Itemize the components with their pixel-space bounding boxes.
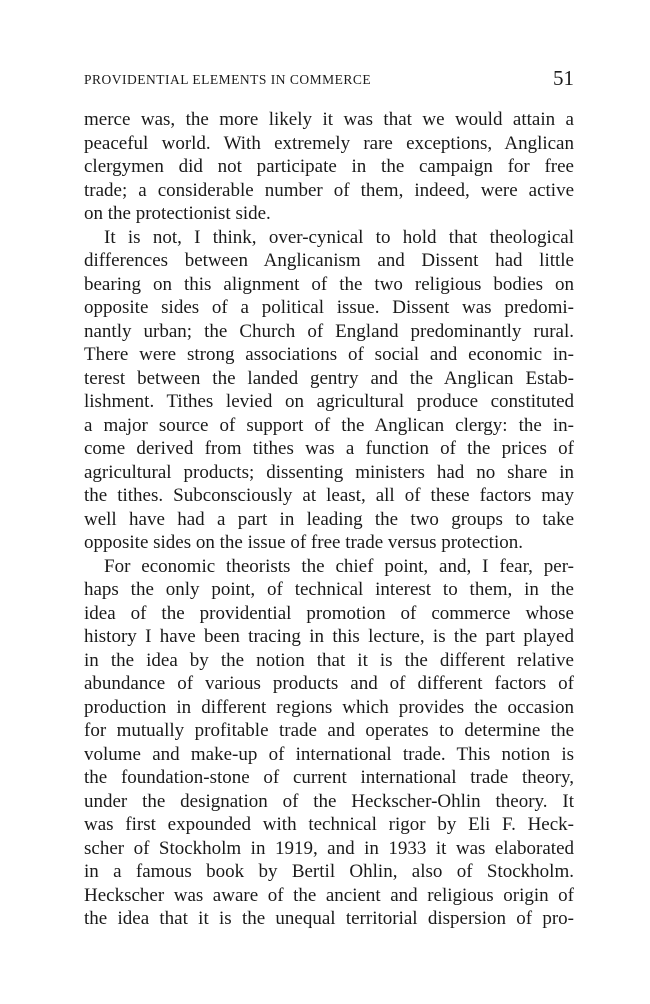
text-line: idea of the providential promotion of commerce whose [84, 602, 574, 624]
text-line: volume and make-up of international trade. This notion is [84, 743, 574, 765]
text-line: peaceful world. With extremely rare exceptions, Anglican [84, 132, 574, 154]
text-line: opposite sides of a political issue. Dissent was predomi- [84, 297, 574, 318]
text-line: Heckscher was aware of the ancient and religious origin of [84, 884, 574, 906]
text-line: come derived from tithes was a function of the prices of [84, 438, 574, 459]
text-line: under the designation of the Heckscher-Ohlin theory. It [84, 790, 574, 812]
text-line: abundance of various products and of different factors of [84, 673, 574, 694]
paragraph [84, 555, 574, 931]
page-number: 51 [553, 66, 574, 90]
text-line: terest between the landed gentry and the Anglican Estab- [84, 367, 574, 389]
running-head: PROVIDENTIAL ELEMENTS IN COMMERCE [84, 72, 372, 87]
text-line: It is not, I think, over-cynical to hold that theological [104, 226, 574, 248]
paragraph [84, 226, 574, 555]
page-body [84, 108, 574, 931]
text-line: for mutually profitable trade and operates to determine the [84, 720, 574, 741]
paragraph [84, 108, 574, 226]
text-line: scher of Stockholm in 1919, and in 1933 it was elaborated [84, 837, 574, 859]
text-line: on the protectionist side. [84, 203, 271, 224]
text-line: merce was, the more likely it was that we would attain a [84, 109, 574, 130]
text-line: agricultural products; dissenting ministers had no share in [84, 461, 574, 483]
text-line: history I have been tracing in this lecture, is the part played [84, 626, 574, 647]
book-page [84, 66, 574, 931]
text-line: haps the only point, of technical interest to them, in the [84, 579, 574, 600]
text-line: the tithes. Subconsciously at least, all of these factors may [84, 485, 574, 506]
text-line: differences between Anglicanism and Dissent had little [84, 250, 574, 271]
text-line: nantly urban; the Church of England predominantly rural. [84, 320, 574, 342]
text-line: was first expounded with technical rigor by Eli F. Heck- [84, 814, 574, 835]
text-line: well have had a part in leading the two groups to take [84, 508, 574, 530]
text-line: in the idea by the notion that it is the different relative [84, 649, 574, 671]
text-line: in a famous book by Bertil Ohlin, also of Stockholm. [84, 861, 574, 882]
text-line: opposite sides on the issue of free trade versus protection. [84, 532, 523, 553]
text-line: lishment. Tithes levied on agricultural produce constituted [84, 391, 574, 412]
text-line: clergymen did not participate in the campaign for free [84, 156, 574, 177]
text-line: production in different regions which provides the occasion [84, 696, 574, 718]
page-header [84, 66, 574, 96]
text-line: the idea that it is the unequal territorial dispersion of pro- [84, 908, 574, 929]
text-line: a major source of support of the Anglican clergy: the in- [84, 414, 574, 436]
text-line: For economic theorists the chief point, and, I fear, per- [104, 555, 574, 577]
text-line: There were strong associations of social and economic in- [84, 344, 574, 365]
text-line: the foundation-stone of current international trade theory, [84, 767, 574, 788]
text-line: bearing on this alignment of the two religious bodies on [84, 273, 574, 295]
text-line: trade; a considerable number of them, indeed, were active [84, 179, 574, 201]
